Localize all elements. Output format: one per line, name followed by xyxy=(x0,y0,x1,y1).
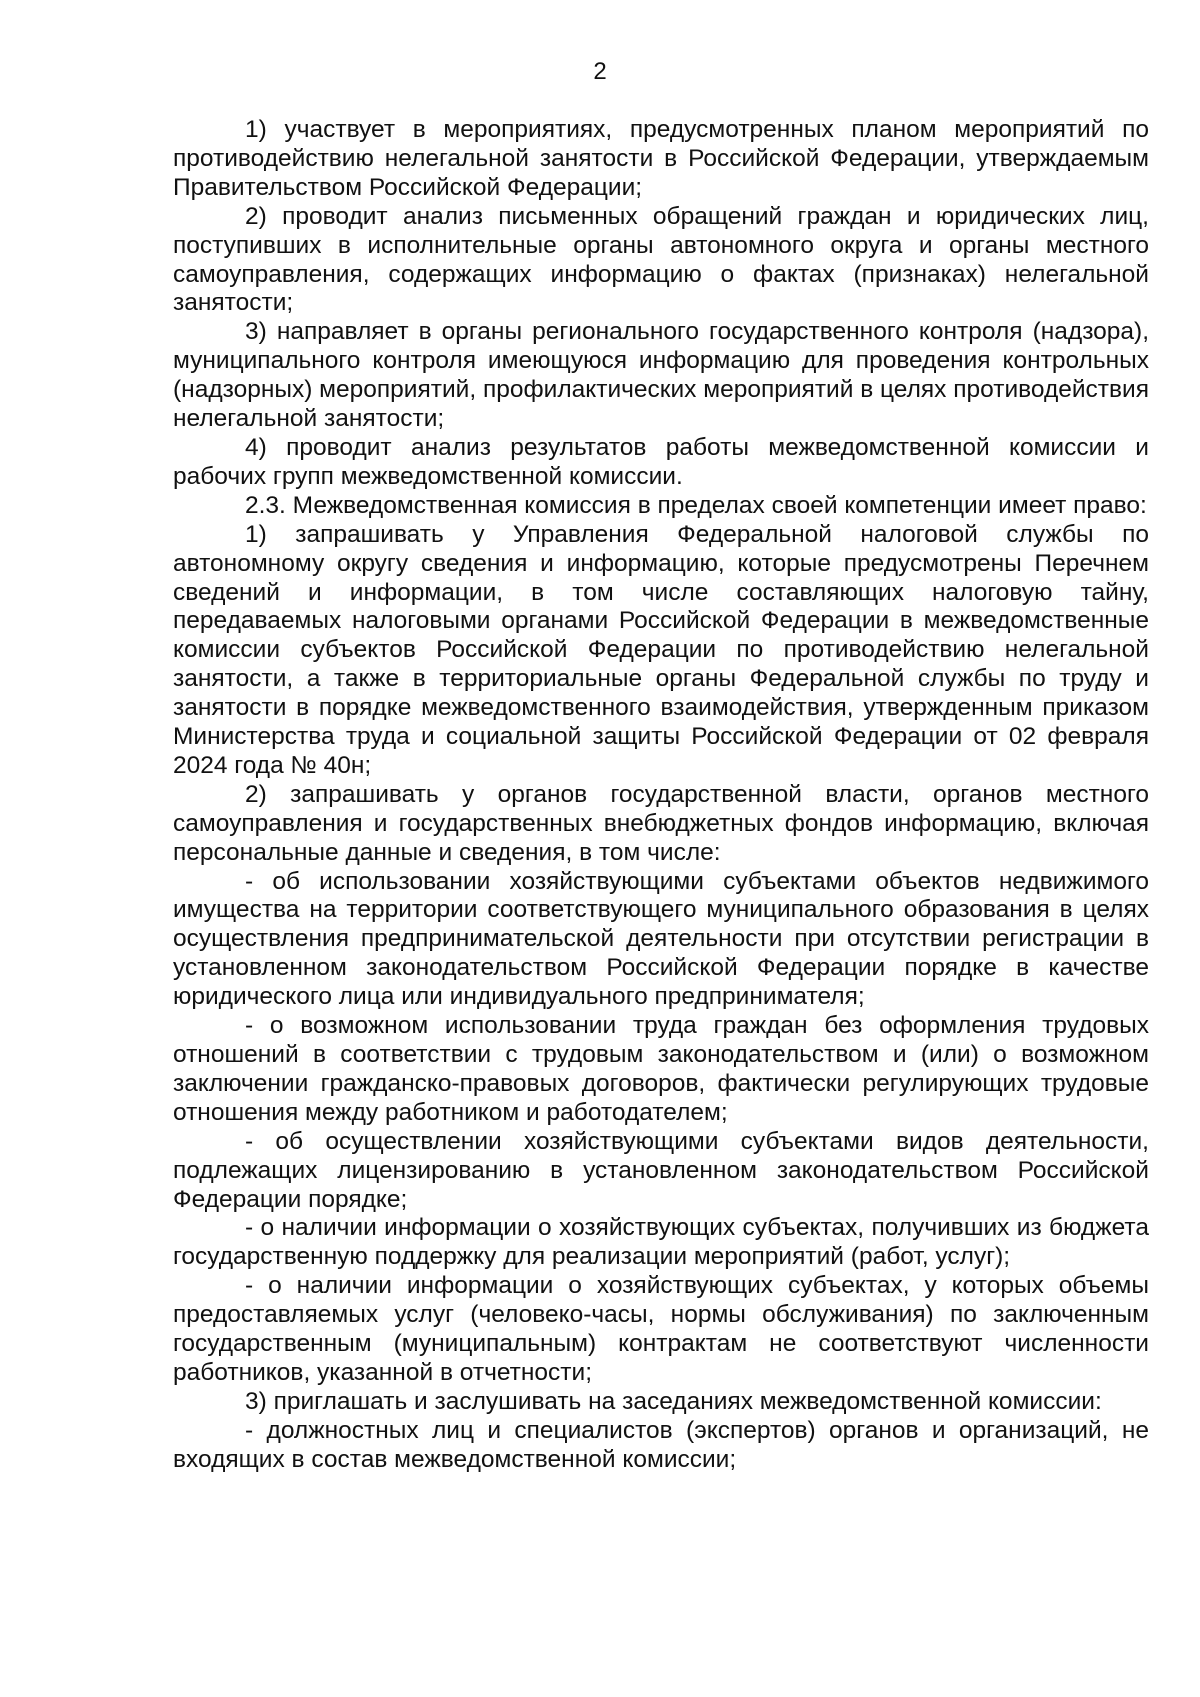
document-body xyxy=(173,116,1149,1475)
paragraph: - должностных лиц и специалистов (экспертов) органов и организаций, не входящих в состав межведомственной комиссии; xyxy=(173,1416,1149,1473)
paragraph: - об использовании хозяйствующими субъектами объектов недвижимого имущества на территории соответствующего муниципального образования в целях осуществления предпринимательской деятельности при отсутствии регистрации в установленном законодательством Российской Федерации порядке в качестве юридического лица или индивидуального предпринимателя; xyxy=(173,867,1149,1011)
paragraph: - об осуществлении хозяйствующими субъектами видов деятельности, подлежащих лицензированию в установленном законодательством Российской Федерации порядке; xyxy=(173,1127,1149,1213)
paragraph: - о возможном использовании труда граждан без оформления трудовых отношений в соответствии с трудовым законодательством и (или) о возможном заключении гражданско-правовых договоров, фактически регулирующих трудовые отношения между работником и работодателем; xyxy=(173,1012,1149,1126)
paragraph: 3) приглашать и заслушивать на заседаниях межведомственной комиссии: xyxy=(245,1387,1102,1415)
paragraph: 2) запрашивать у органов государственной власти, органов местного самоуправления и государственных внебюджетных фондов информацию, включая персональные данные и сведения, в том числе: xyxy=(173,780,1149,866)
paragraph: - о наличии информации о хозяйствующих субъектах, у которых объемы предоставляемых услуг (человеко-часы, нормы обслуживания) по заключенным государственным (муниципальным) контрактам не соответствуют численности работников, указанной в отчетности; xyxy=(173,1272,1149,1386)
paragraph: 1) запрашивать у Управления Федеральной налоговой службы по автономному округу сведения и информацию, которые предусмотрены Перечнем сведений и информации, в том числе составляющих налоговую тайну, передаваемых налоговыми органами Российской Федерации в межведомственные комиссии субъектов Российской Федерации по противодействию нелегальной занятости, а также в территориальные органы Федеральной службы по труду и занятости в порядке межведомственного взаимодействия, утвержденным приказом Министерства труда и социальной защиты Российской Федерации от 02 февраля 2024 года № 40н; xyxy=(173,520,1149,779)
page-number: 2 xyxy=(593,58,607,85)
paragraph: 2.3. Межведомственная комиссия в пределах своей компетенции имеет право: xyxy=(245,491,1147,519)
paragraph: 1) участвует в мероприятиях, предусмотренных планом мероприятий по противодействию нелегальной занятости в Российской Федерации, утверждаемым Правительством Российской Федерации; xyxy=(173,116,1149,201)
paragraph: 3) направляет в органы регионального государственного контроля (надзора), муниципального контроля имеющуюся информацию для проведения контрольных (надзорных) мероприятий, профилактических мероприятий в целях противодействия нелегальной занятости; xyxy=(173,318,1149,433)
paragraph: 4) проводит анализ результатов работы межведомственной комиссии и рабочих групп межведомственной комиссии. xyxy=(173,433,1149,490)
paragraph: 2) проводит анализ письменных обращений граждан и юридических лиц, поступивших в исполнительные органы автономного округа и органы местного самоуправления, содержащих информацию о фактах (признаках) нелегальной занятости; xyxy=(173,202,1149,317)
paragraph: - о наличии информации о хозяйствующих субъектах, получивших из бюджета государственную поддержку для реализации мероприятий (работ, услуг); xyxy=(173,1214,1149,1271)
